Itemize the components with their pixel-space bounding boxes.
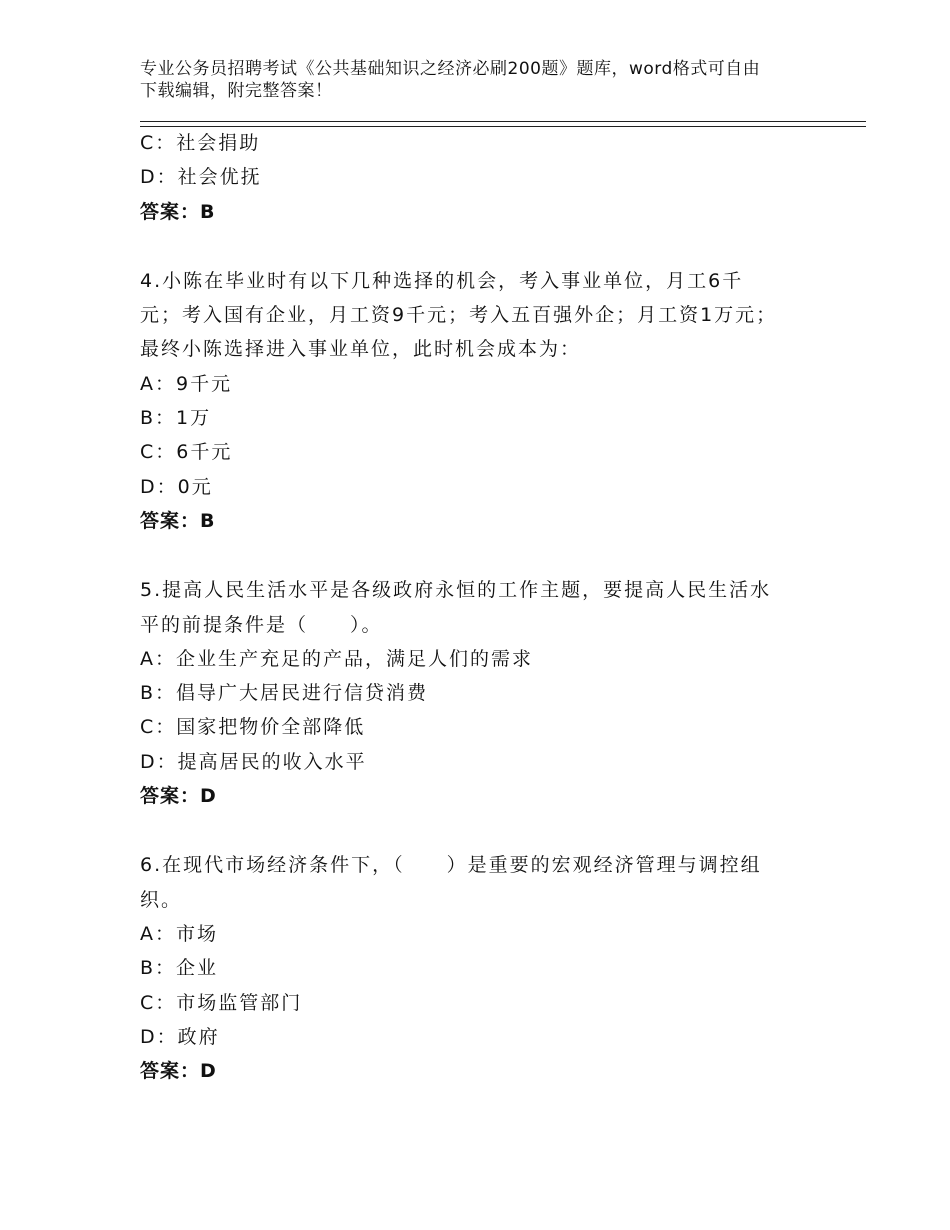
option-b: B：倡导广大居民进行信贷消费 bbox=[140, 682, 429, 705]
question-4 bbox=[140, 264, 830, 538]
option-b: B：1万 bbox=[140, 407, 212, 430]
option-d: D：社会优抚 bbox=[140, 166, 262, 189]
answer-line: 答案：D bbox=[140, 785, 217, 808]
option-c: C：市场监管部门 bbox=[140, 991, 303, 1014]
option-c: C：社会捐助 bbox=[140, 132, 261, 154]
stem-line: 织。 bbox=[140, 888, 183, 911]
stem-line: 最终小陈选择进入事业单位，此时机会成本为： bbox=[140, 338, 582, 361]
option-b: B：企业 bbox=[140, 957, 219, 980]
stem-line: 元；考入国有企业，月工资9千元；考入五百强外企；月工资1万元； bbox=[140, 304, 778, 327]
document-body bbox=[140, 126, 830, 1088]
header-line-1: 专业公务员招聘考试《公共基础知识之经济必刷200题》题库，word格式可自由 bbox=[140, 59, 761, 79]
header-line-2: 下载编辑，附完整答案！ bbox=[140, 81, 333, 101]
answer-line: 答案：D bbox=[140, 1060, 217, 1083]
stem-line: 6.在现代市场经济条件下，（ ）是重要的宏观经济管理与调控组 bbox=[140, 854, 762, 877]
option-a: A：市场 bbox=[140, 922, 218, 945]
option-a: A：企业生产充足的产品，满足人们的需求 bbox=[140, 647, 533, 670]
question-stem bbox=[140, 848, 830, 917]
stem-line: 5.提高人民生活水平是各级政府永恒的工作主题，要提高人民生活水 bbox=[140, 579, 772, 602]
option-d: D：提高居民的收入水平 bbox=[140, 750, 367, 773]
option-c: C：6千元 bbox=[140, 441, 233, 464]
option-c: C：国家把物价全部降低 bbox=[140, 716, 366, 739]
page-header bbox=[140, 58, 810, 102]
question-stem bbox=[140, 264, 830, 367]
stem-line: 平的前提条件是（ ）。 bbox=[140, 613, 383, 636]
stem-line: 4.小陈在毕业时有以下几种选择的机会，考入事业单位，月工6千 bbox=[140, 269, 744, 292]
partial-question-block bbox=[140, 126, 830, 229]
question-stem bbox=[140, 573, 830, 642]
option-d: D：0元 bbox=[140, 475, 213, 498]
answer-line: 答案：B bbox=[140, 200, 216, 223]
option-d: D：政府 bbox=[140, 1025, 220, 1048]
question-6 bbox=[140, 848, 830, 1088]
answer-line: 答案：B bbox=[140, 509, 216, 532]
option-a: A：9千元 bbox=[140, 372, 233, 395]
question-5 bbox=[140, 573, 830, 813]
